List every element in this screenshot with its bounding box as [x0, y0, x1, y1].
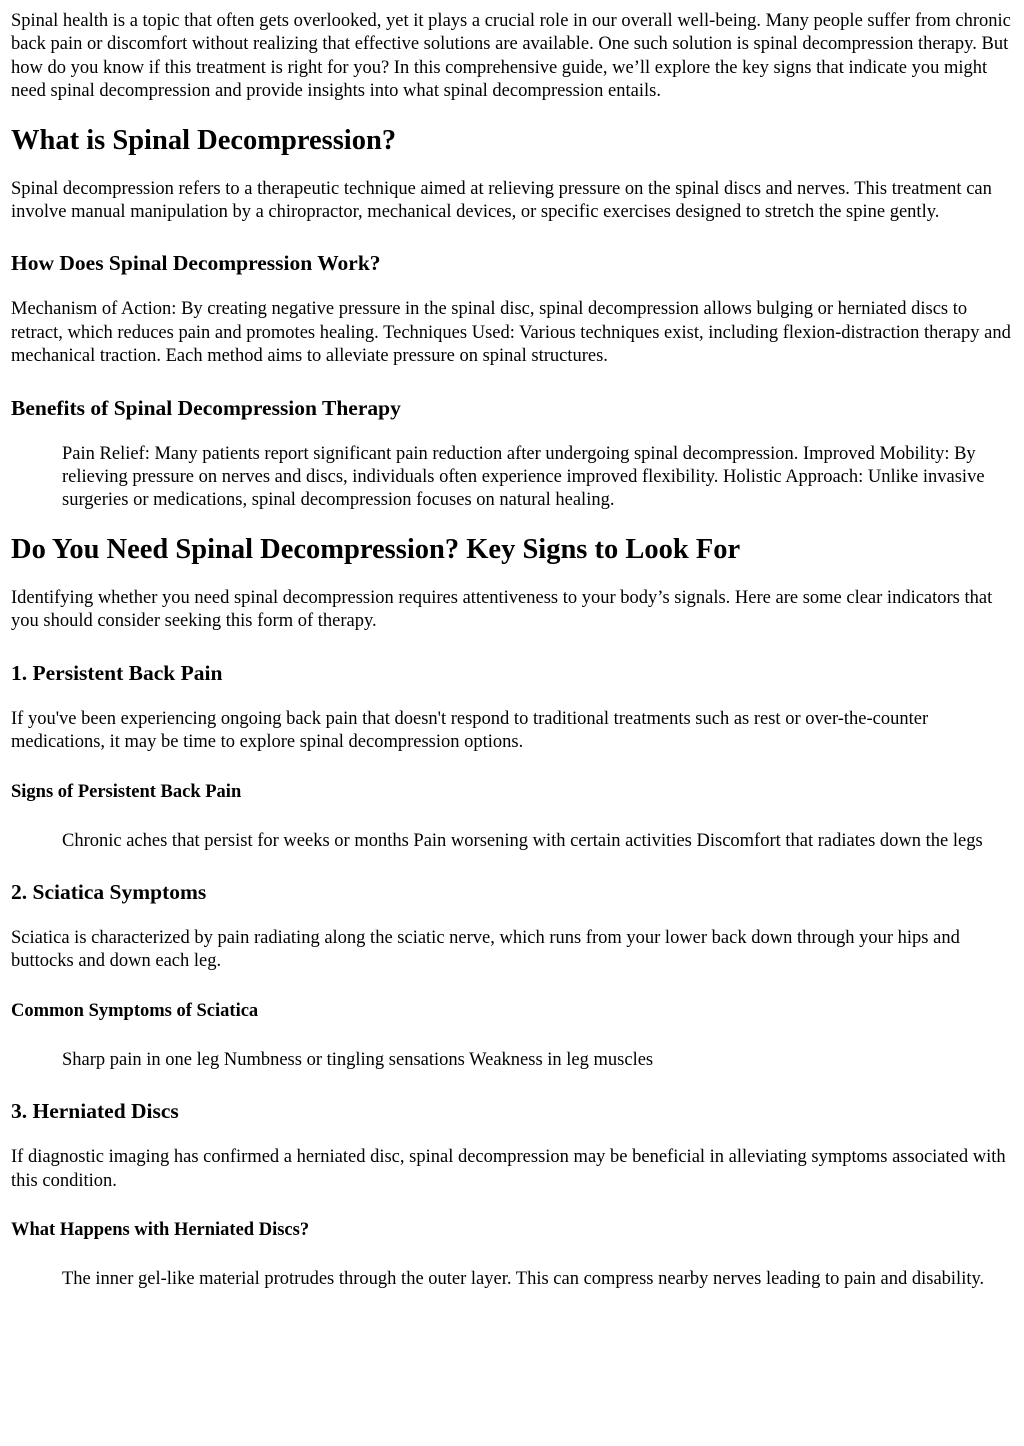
section-heading-what-is: What is Spinal Decompression?: [11, 124, 397, 156]
subheading-what-happens-herniated: What Happens with Herniated Discs?: [11, 1219, 310, 1240]
benefits-quote: Pain Relief: Many patients report significant pain reduction after undergoing spinal decompression. Improved Mobility: By relieving pressure on nerves and discs, individuals often experience improved flexibility. Holistic Approach: Unlike invasive surgeries or medications, spinal decompression focuses on natural healing.: [62, 443, 985, 511]
what-is-paragraph: Spinal decompression refers to a therapeutic technique aimed at relieving pressure on the spinal discs and nerves. This treatment can involve manual manipulation by a chiropractor, mechanical devices, or specific exercises designed to stretch the spine gently.: [11, 178, 992, 223]
sign-heading-herniated-discs: 3. Herniated Discs: [11, 1099, 179, 1124]
subheading-how-it-works: How Does Spinal Decompression Work?: [11, 251, 381, 276]
section-heading-key-signs: Do You Need Spinal Decompression? Key Signs to Look For: [11, 533, 741, 565]
persistent-back-pain-quote: Chronic aches that persist for weeks or months Pain worsening with certain activities Discomfort that radiates down the legs: [62, 830, 983, 851]
persistent-back-pain-paragraph: If you've been experiencing ongoing back pain that doesn't respond to traditional treatments such as rest or over-the-counter medications, it may be time to explore spinal decompression options.: [11, 708, 929, 753]
sign-heading-sciatica: 2. Sciatica Symptoms: [11, 879, 207, 904]
sciatica-quote: Sharp pain in one leg Numbness or tingling sensations Weakness in leg muscles: [62, 1049, 654, 1070]
herniated-discs-quote: The inner gel-like material protrudes through the outer layer. This can compress nearby nerves leading to pain and disability.: [62, 1268, 985, 1289]
herniated-discs-paragraph: If diagnostic imaging has confirmed a herniated disc, spinal decompression may be beneficial in alleviating symptoms associated with this condition.: [11, 1147, 1006, 1191]
how-it-works-paragraph: Mechanism of Action: By creating negative pressure in the spinal disc, spinal decompression allows bulging or herniated discs to retract, which reduces pain and promotes healing. Techniques Used: Various techniques exist, including flexion-distraction therapy and mechanical traction. Each method aims to alleviate pressure on spinal structures.: [11, 299, 1011, 367]
key-signs-paragraph: Identifying whether you need spinal decompression requires attentiveness to your body’s signals. Here are some clear indicators that you should consider seeking this form of therapy.: [11, 587, 993, 632]
intro-paragraph: Spinal health is a topic that often gets overlooked, yet it plays a crucial role in our overall well-being. Many people suffer from chronic back pain or discomfort without realizing that effective solutions are available. One such solution is spinal decompression therapy. But how do you know if this treatment is right for you? In this comprehensive guide, we’ll explore the key signs that indicate you might need spinal decompression and provide insights into what spinal decompression entails.: [11, 11, 1011, 102]
sign-heading-persistent-back-pain: 1. Persistent Back Pain: [11, 660, 223, 685]
subheading-symptoms-sciatica: Common Symptoms of Sciatica: [11, 1000, 259, 1021]
subheading-signs-persistent-back-pain: Signs of Persistent Back Pain: [11, 781, 242, 802]
subheading-benefits: Benefits of Spinal Decompression Therapy: [11, 395, 401, 420]
sciatica-paragraph: Sciatica is characterized by pain radiating along the sciatic nerve, which runs from your lower back down through your hips and buttocks and down each leg.: [11, 927, 960, 972]
